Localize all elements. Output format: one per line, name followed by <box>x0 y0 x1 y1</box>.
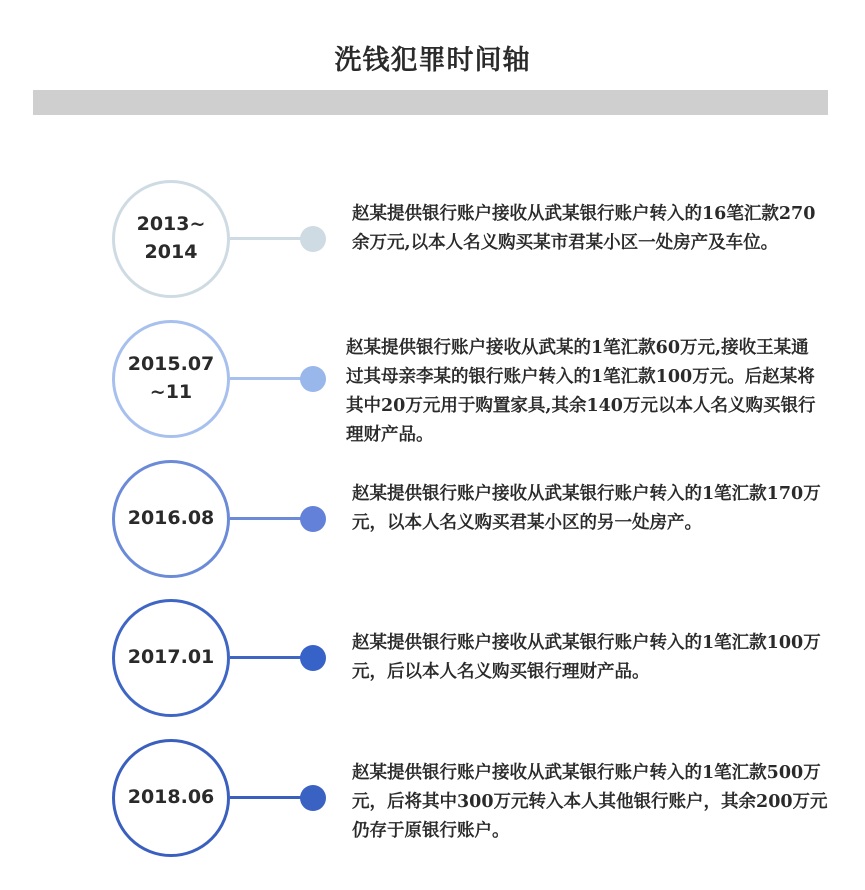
event-description: 赵某提供银行账户接收从武某银行账户转入的1笔汇款100万元，后以本人名义购买银行理财产品。 <box>352 633 821 682</box>
event-description: 赵某提供银行账户接收从武某银行账户转入的1笔汇款500万元，后将其中300万元转入本人其他银行账户，其余200万元仍存于原银行账户。 <box>352 763 828 841</box>
connector-line <box>230 796 310 799</box>
date-circle <box>112 599 230 717</box>
connector-line <box>230 517 310 520</box>
date-label: 2017.01 <box>127 646 215 669</box>
date-label: 2015.07 ~11 <box>127 353 215 403</box>
date-circle <box>112 320 230 438</box>
connector-dot <box>300 226 326 252</box>
date-label: 2013~ 2014 <box>136 213 206 263</box>
connector-line <box>230 656 310 659</box>
connector-dot <box>300 366 326 392</box>
date-label: 2018.06 <box>127 786 215 809</box>
date-circle <box>112 460 230 578</box>
timeline-entry <box>0 460 865 590</box>
connector-line <box>230 377 310 380</box>
timeline-entry <box>0 180 865 310</box>
timeline-entry <box>0 599 865 729</box>
connector-dot <box>300 506 326 532</box>
title-divider-bar <box>33 90 828 115</box>
page-title: 洗钱犯罪时间轴 <box>334 45 531 76</box>
connector-dot <box>300 645 326 671</box>
connector-dot <box>300 785 326 811</box>
connector-line <box>230 237 310 240</box>
timeline-entry <box>0 320 865 450</box>
date-circle <box>112 180 230 298</box>
date-label: 2016.08 <box>127 507 215 530</box>
timeline-entry <box>0 739 865 869</box>
event-description: 赵某提供银行账户接收从武某的1笔汇款60万元,接收王某通过其母亲李某的银行账户转入的1笔汇款100万元。后赵某将其中20万元用于购置家具,其余140万元以本人名义购买银行理财产品。 <box>346 338 816 445</box>
date-circle <box>112 739 230 857</box>
event-description: 赵某提供银行账户接收从武某银行账户转入的1笔汇款170万元，以本人名义购买君某小区的另一处房产。 <box>352 484 821 533</box>
event-description: 赵某提供银行账户接收从武某银行账户转入的16笔汇款270余万元,以本人名义购买某市君某小区一处房产及车位。 <box>352 204 816 253</box>
